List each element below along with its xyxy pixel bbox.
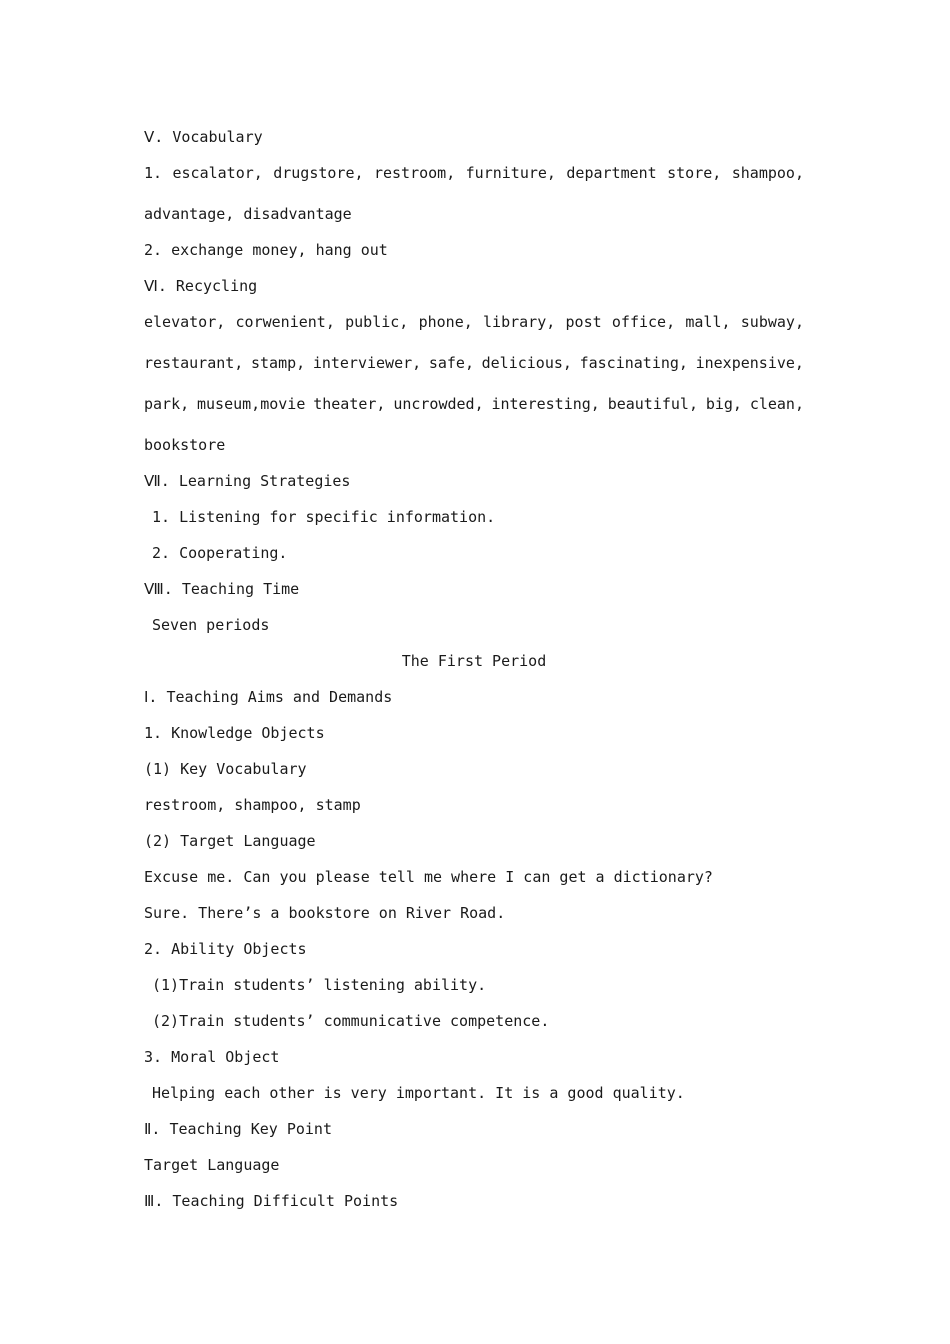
recycling-word: safe,: [428, 354, 474, 372]
strategies-heading: Ⅶ. Learning Strategies: [144, 472, 351, 490]
document-page: [144, 125, 804, 1225]
vocab-word: drugstore,: [273, 164, 364, 182]
recycling-row1: [144, 310, 804, 351]
time-value: Seven periods: [152, 616, 270, 634]
knowledge-objects: 1. Knowledge Objects: [144, 724, 325, 742]
recycling-word: post: [565, 313, 602, 331]
recycling-word: interesting,: [491, 395, 600, 413]
vocabulary-item1-label: 1.: [144, 164, 163, 182]
vocab-word: escalator,: [172, 164, 263, 182]
target-language-heading: (2) Target Language: [144, 832, 316, 850]
recycling-word: public,: [345, 313, 409, 331]
recycling-word: theater,: [313, 395, 386, 413]
vocab-word: restroom,: [373, 164, 456, 182]
key-point-heading: Ⅱ. Teaching Key Point: [144, 1120, 332, 1138]
ability-objects: 2. Ability Objects: [144, 940, 307, 958]
recycling-word: restaurant,: [144, 354, 244, 372]
recycling-word: fascinating,: [579, 354, 688, 372]
recycling-word: office,: [611, 313, 676, 331]
recycling-word: beautiful,: [607, 395, 698, 413]
recycling-word: subway,: [740, 313, 804, 331]
moral-object: 3. Moral Object: [144, 1048, 280, 1066]
vocab-word: furniture,: [465, 164, 556, 182]
recycling-word: inexpensive,: [695, 354, 804, 372]
recycling-row3: [144, 392, 804, 433]
key-vocabulary: restroom, shampoo, stamp: [144, 796, 361, 814]
recycling-row4: bookstore: [144, 436, 226, 454]
key-vocabulary-heading: (1) Key Vocabulary: [144, 760, 307, 778]
recycling-word: interviewer,: [312, 354, 422, 372]
recycling-word: stamp,: [250, 354, 306, 372]
strategies-item1: 1. Listening for specific information.: [152, 508, 496, 526]
recycling-word: mall,: [685, 313, 731, 331]
recycling-word: big,: [705, 395, 742, 413]
recycling-word: park,: [144, 395, 190, 413]
vocab-word: shampoo,: [731, 164, 804, 182]
recycling-word: delicious,: [481, 354, 572, 372]
vocab-word: department: [566, 164, 657, 182]
recycling-row2: [144, 351, 804, 392]
vocabulary-item1-row2: advantage, disadvantage: [144, 205, 352, 223]
recycling-word: elevator,: [144, 313, 226, 331]
recycling-word: museum,movie: [197, 395, 306, 413]
first-period-title: The First Period: [401, 652, 547, 670]
difficult-points-heading: Ⅲ. Teaching Difficult Points: [144, 1192, 399, 1210]
vocab-word: store,: [667, 164, 722, 182]
ability-item2: (2)Train students’ communicative competence.: [152, 1012, 550, 1030]
aims-heading: Ⅰ. Teaching Aims and Demands: [144, 688, 393, 706]
recycling-heading: Ⅵ. Recycling: [144, 277, 258, 295]
target-language-line2: Sure. There’s a bookstore on River Road.: [144, 904, 506, 922]
strategies-item2: 2. Cooperating.: [152, 544, 288, 562]
time-heading: Ⅷ. Teaching Time: [144, 580, 300, 598]
key-point: Target Language: [144, 1156, 280, 1174]
vocabulary-item1-row1: [144, 161, 804, 202]
ability-item1: (1)Train students’ listening ability.: [152, 976, 487, 994]
recycling-word: library,: [483, 313, 556, 331]
recycling-word: clean,: [749, 395, 804, 413]
target-language-line1: Excuse me. Can you please tell me where I can get a dictionary?: [144, 868, 713, 886]
vocabulary-item2: 2. exchange money, hang out: [144, 241, 388, 259]
vocabulary-heading: Ⅴ. Vocabulary: [144, 128, 263, 146]
recycling-word: phone,: [418, 313, 473, 331]
recycling-word: corwenient,: [235, 313, 335, 331]
recycling-word: uncrowded,: [393, 395, 484, 413]
moral-text: Helping each other is very important. It is a good quality.: [152, 1084, 685, 1102]
